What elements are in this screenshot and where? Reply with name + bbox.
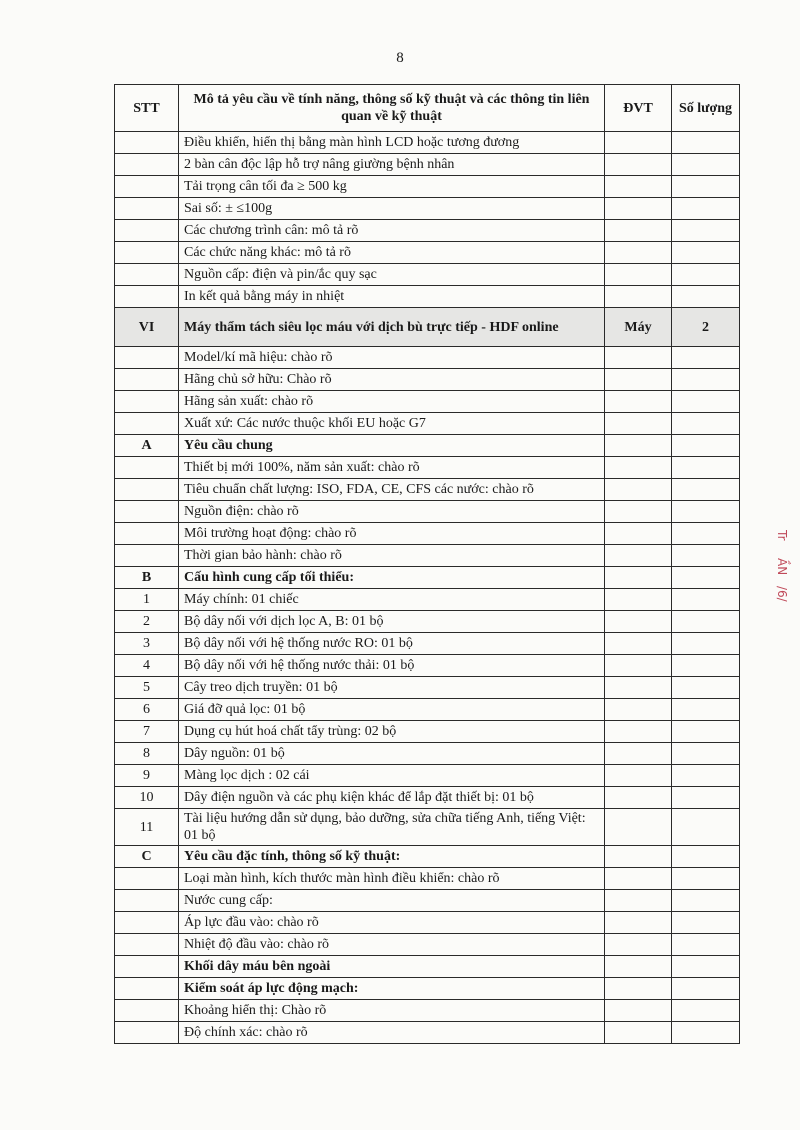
row-description: In kết quả bằng máy in nhiệt	[179, 286, 605, 308]
row-unit: Máy	[605, 308, 672, 347]
row-unit	[605, 176, 672, 198]
table-row	[115, 132, 740, 154]
table-row	[115, 286, 740, 308]
row-unit	[605, 545, 672, 567]
page-number: 8	[396, 50, 404, 66]
row-unit	[605, 567, 672, 589]
row-unit	[605, 589, 672, 611]
table-row	[115, 391, 740, 413]
row-unit	[605, 743, 672, 765]
row-description: Tài liệu hướng dẫn sử dụng, bảo dưỡng, sửa chữa tiếng Anh, tiếng Việt: 01 bộ	[179, 809, 605, 846]
row-quantity	[672, 655, 740, 677]
row-quantity	[672, 132, 740, 154]
row-stt: B	[115, 567, 179, 589]
row-description: Yêu cầu đặc tính, thông số kỹ thuật:	[179, 846, 605, 868]
table-row	[115, 242, 740, 264]
table-row	[115, 868, 740, 890]
row-quantity	[672, 176, 740, 198]
row-stt	[115, 501, 179, 523]
empty-cell	[672, 956, 740, 978]
row-description: Tải trọng cân tối đa ≥ 500 kg	[179, 176, 605, 198]
table-row	[115, 1000, 740, 1022]
row-description: Nguồn điện: chào rõ	[179, 501, 605, 523]
row-quantity	[672, 391, 740, 413]
table-header-row	[115, 85, 740, 132]
table-row	[115, 457, 740, 479]
row-description: Nhiệt độ đầu vào: chào rõ	[179, 934, 605, 956]
row-description: 2 bàn cân độc lập hỗ trợ nâng giường bệnh nhân	[179, 154, 605, 176]
row-description: Nguồn cấp: điện và pin/ắc quy sạc	[179, 264, 605, 286]
table-row	[115, 479, 740, 501]
table-row	[115, 890, 740, 912]
row-quantity	[672, 677, 740, 699]
empty-cell	[115, 978, 179, 1000]
row-description: Hãng chủ sở hữu: Chào rõ	[179, 369, 605, 391]
row-stt: 10	[115, 787, 179, 809]
row-stt: C	[115, 846, 179, 868]
table-row	[115, 743, 740, 765]
row-quantity	[672, 846, 740, 868]
row-stt	[115, 479, 179, 501]
table-row	[115, 721, 740, 743]
margin-note-part: /6/	[775, 586, 789, 602]
row-unit	[605, 369, 672, 391]
table-row	[115, 154, 740, 176]
header-unit: ĐVT	[605, 85, 672, 132]
table-row	[115, 369, 740, 391]
table-row	[115, 589, 740, 611]
row-unit	[605, 912, 672, 934]
row-description: Thiết bị mới 100%, năm sản xuất: chào rõ	[179, 457, 605, 479]
row-description: Độ chính xác: chào rõ	[179, 1022, 605, 1044]
table-row	[115, 677, 740, 699]
row-stt	[115, 242, 179, 264]
row-quantity	[672, 721, 740, 743]
handwritten-margin-note	[770, 530, 794, 655]
spec-table	[114, 84, 740, 1044]
row-description: Khoảng hiển thị: Chào rõ	[179, 1000, 605, 1022]
row-quantity	[672, 435, 740, 457]
row-quantity	[672, 479, 740, 501]
row-quantity	[672, 1022, 740, 1044]
row-unit	[605, 890, 672, 912]
row-unit	[605, 633, 672, 655]
table-row	[115, 912, 740, 934]
row-stt	[115, 1022, 179, 1044]
row-stt: 4	[115, 655, 179, 677]
row-quantity	[672, 523, 740, 545]
row-description: Cấu hình cung cấp tối thiểu:	[179, 567, 605, 589]
row-unit	[605, 1022, 672, 1044]
row-description: Cây treo dịch truyền: 01 bộ	[179, 677, 605, 699]
table-row	[115, 765, 740, 787]
row-quantity	[672, 413, 740, 435]
row-stt: 11	[115, 809, 179, 846]
row-stt	[115, 176, 179, 198]
row-quantity	[672, 198, 740, 220]
row-description: Máy thẩm tách siêu lọc máu với dịch bù trực tiếp - HDF online	[179, 308, 605, 347]
table-row	[115, 220, 740, 242]
row-unit	[605, 523, 672, 545]
row-unit	[605, 699, 672, 721]
row-unit	[605, 721, 672, 743]
row-stt	[115, 391, 179, 413]
row-description: Bộ dây nối với hệ thống nước thải: 01 bộ	[179, 655, 605, 677]
row-stt	[115, 286, 179, 308]
row-stt: 1	[115, 589, 179, 611]
table-row	[115, 611, 740, 633]
row-quantity	[672, 633, 740, 655]
header-description: Mô tả yêu cầu về tính năng, thông số kỹ thuật và các thông tin liên quan về kỹ thuật	[179, 85, 605, 132]
row-quantity	[672, 286, 740, 308]
row-unit	[605, 765, 672, 787]
row-description: Tiêu chuẩn chất lượng: ISO, FDA, CE, CFS các nước: chào rõ	[179, 479, 605, 501]
row-unit	[605, 242, 672, 264]
row-stt: A	[115, 435, 179, 457]
row-unit	[605, 435, 672, 457]
row-unit	[605, 501, 672, 523]
row-stt: 9	[115, 765, 179, 787]
row-stt	[115, 523, 179, 545]
row-stt: 8	[115, 743, 179, 765]
row-description: Điều khiển, hiển thị bằng màn hình LCD hoặc tương đương	[179, 132, 605, 154]
row-unit	[605, 154, 672, 176]
table-row	[115, 347, 740, 369]
row-quantity	[672, 809, 740, 846]
table-row	[115, 787, 740, 809]
row-stt: 7	[115, 721, 179, 743]
header-quantity: Số lượng	[672, 85, 740, 132]
table-row	[115, 176, 740, 198]
row-quantity	[672, 501, 740, 523]
row-stt	[115, 220, 179, 242]
row-stt	[115, 912, 179, 934]
row-stt: 6	[115, 699, 179, 721]
row-quantity	[672, 787, 740, 809]
row-unit	[605, 457, 672, 479]
row-description: Hãng sản xuất: chào rõ	[179, 391, 605, 413]
row-unit	[605, 264, 672, 286]
row-stt	[115, 934, 179, 956]
table-row	[115, 523, 740, 545]
table-subheading-row	[115, 978, 740, 1000]
row-stt	[115, 890, 179, 912]
row-quantity	[672, 868, 740, 890]
row-stt	[115, 264, 179, 286]
row-unit	[605, 198, 672, 220]
row-stt	[115, 347, 179, 369]
row-unit	[605, 846, 672, 868]
row-unit	[605, 787, 672, 809]
table-row	[115, 699, 740, 721]
row-quantity	[672, 611, 740, 633]
row-quantity	[672, 154, 740, 176]
row-quantity	[672, 699, 740, 721]
row-description: Áp lực đầu vào: chào rõ	[179, 912, 605, 934]
table-row	[115, 198, 740, 220]
row-unit	[605, 1000, 672, 1022]
row-quantity	[672, 242, 740, 264]
row-stt	[115, 132, 179, 154]
table-row	[115, 501, 740, 523]
row-description: Loại màn hình, kích thước màn hình điều khiển: chào rõ	[179, 868, 605, 890]
table-row	[115, 308, 740, 347]
row-unit	[605, 655, 672, 677]
row-unit	[605, 677, 672, 699]
margin-note-part: ẦN	[775, 558, 789, 576]
table-row	[115, 413, 740, 435]
table-row	[115, 934, 740, 956]
table-row	[115, 809, 740, 846]
row-description: Các chương trình cân: mô tả rõ	[179, 220, 605, 242]
row-quantity	[672, 589, 740, 611]
row-unit	[605, 132, 672, 154]
row-description: Model/kí mã hiệu: chào rõ	[179, 347, 605, 369]
subheading-label: Kiểm soát áp lực động mạch:	[179, 978, 605, 1000]
table-row	[115, 1022, 740, 1044]
row-stt: VI	[115, 308, 179, 347]
margin-note-part: Tr	[775, 530, 789, 541]
row-description: Thời gian bảo hành: chào rõ	[179, 545, 605, 567]
row-stt	[115, 1000, 179, 1022]
row-quantity	[672, 457, 740, 479]
empty-cell	[672, 978, 740, 1000]
table-row	[115, 435, 740, 457]
row-quantity	[672, 743, 740, 765]
row-description: Máy chính: 01 chiếc	[179, 589, 605, 611]
row-stt: 5	[115, 677, 179, 699]
row-quantity	[672, 567, 740, 589]
row-description: Bộ dây nối với hệ thống nước RO: 01 bộ	[179, 633, 605, 655]
row-stt	[115, 545, 179, 567]
row-stt: 3	[115, 633, 179, 655]
row-quantity: 2	[672, 308, 740, 347]
table-row	[115, 264, 740, 286]
row-unit	[605, 413, 672, 435]
row-unit	[605, 868, 672, 890]
row-stt	[115, 154, 179, 176]
row-unit	[605, 611, 672, 633]
row-description: Sai số: ± ≤100g	[179, 198, 605, 220]
row-description: Môi trường hoạt động: chào rõ	[179, 523, 605, 545]
row-description: Màng lọc dịch : 02 cái	[179, 765, 605, 787]
row-unit	[605, 479, 672, 501]
empty-cell	[115, 956, 179, 978]
row-unit	[605, 286, 672, 308]
empty-cell	[605, 956, 672, 978]
row-stt	[115, 457, 179, 479]
row-stt: 2	[115, 611, 179, 633]
row-stt	[115, 369, 179, 391]
row-description: Dây nguồn: 01 bộ	[179, 743, 605, 765]
row-unit	[605, 220, 672, 242]
row-description: Xuất xứ: Các nước thuộc khối EU hoặc G7	[179, 413, 605, 435]
row-quantity	[672, 545, 740, 567]
subheading-label: Khối dây máu bên ngoài	[179, 956, 605, 978]
row-unit	[605, 809, 672, 846]
row-quantity	[672, 1000, 740, 1022]
table-row	[115, 567, 740, 589]
row-stt	[115, 868, 179, 890]
row-quantity	[672, 934, 740, 956]
row-unit	[605, 934, 672, 956]
table-row	[115, 633, 740, 655]
row-quantity	[672, 347, 740, 369]
row-quantity	[672, 220, 740, 242]
table-row	[115, 846, 740, 868]
row-quantity	[672, 264, 740, 286]
row-description: Nước cung cấp:	[179, 890, 605, 912]
row-quantity	[672, 369, 740, 391]
table-body	[115, 132, 740, 1044]
empty-cell	[605, 978, 672, 1000]
row-stt	[115, 198, 179, 220]
row-description: Các chức năng khác: mô tả rõ	[179, 242, 605, 264]
row-unit	[605, 391, 672, 413]
row-quantity	[672, 890, 740, 912]
row-description: Giá đỡ quả lọc: 01 bộ	[179, 699, 605, 721]
table-row	[115, 655, 740, 677]
row-stt	[115, 413, 179, 435]
row-unit	[605, 347, 672, 369]
row-quantity	[672, 912, 740, 934]
header-stt: STT	[115, 85, 179, 132]
row-quantity	[672, 765, 740, 787]
table-row	[115, 545, 740, 567]
row-description: Bộ dây nối với dịch lọc A, B: 01 bộ	[179, 611, 605, 633]
row-description: Dụng cụ hút hoá chất tẩy trùng: 02 bộ	[179, 721, 605, 743]
row-description: Dây điện nguồn và các phụ kiện khác để lắp đặt thiết bị: 01 bộ	[179, 787, 605, 809]
row-description: Yêu cầu chung	[179, 435, 605, 457]
table-subheading-row	[115, 956, 740, 978]
